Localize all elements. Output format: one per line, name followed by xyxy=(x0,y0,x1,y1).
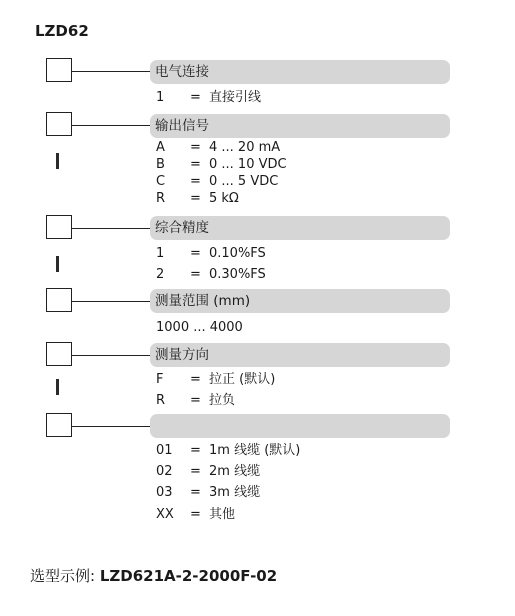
option-value: 直接引线 xyxy=(209,90,262,105)
model-title: LZD62 xyxy=(35,22,89,40)
option-code: 02 xyxy=(156,464,173,479)
option-eq: = xyxy=(190,90,201,105)
code-box-range xyxy=(46,288,72,312)
separator-bar xyxy=(56,256,59,272)
option-value: 其他 xyxy=(209,507,236,522)
code-box-electrical xyxy=(46,58,72,82)
option-value: 0.30%FS xyxy=(209,267,266,282)
option-value: 3m 线缆 xyxy=(209,485,261,500)
section-header-output: 输出信号 xyxy=(150,114,450,138)
connector-line xyxy=(72,426,152,427)
example-code: LZD621A-2-2000F-02 xyxy=(99,567,278,585)
code-box-output xyxy=(46,112,72,136)
connector-line xyxy=(72,228,152,229)
option-value: 1m 线缆 (默认) xyxy=(209,443,301,458)
section-header-electrical: 电气连接 xyxy=(150,60,450,84)
option-eq: = xyxy=(190,191,201,206)
option-code: F xyxy=(156,372,164,387)
option-code: A xyxy=(156,140,165,155)
option-eq: = xyxy=(190,485,201,500)
option-value: 拉负 xyxy=(209,393,236,408)
code-box-direction xyxy=(46,342,72,366)
option-eq: = xyxy=(190,246,201,261)
connector-line xyxy=(72,301,152,302)
separator-bar xyxy=(56,379,59,395)
section-header-direction: 测量方向 xyxy=(150,343,450,367)
example-label: 选型示例: xyxy=(30,567,96,585)
code-box-cable xyxy=(46,413,72,437)
option-value: 拉正 (默认) xyxy=(209,372,276,387)
option-value: 0 ... 5 VDC xyxy=(209,174,279,189)
option-code: R xyxy=(156,191,166,206)
option-eq: = xyxy=(190,372,201,387)
option-value: 5 kΩ xyxy=(209,191,239,206)
option-eq: = xyxy=(190,267,201,282)
option-value: 0.10%FS xyxy=(209,246,266,261)
option-code: R xyxy=(156,393,166,408)
option-eq: = xyxy=(190,464,201,479)
option-code: 2 xyxy=(156,267,165,282)
option-code: 03 xyxy=(156,485,173,500)
option-eq: = xyxy=(190,393,201,408)
section-header-cable xyxy=(150,414,450,438)
connector-line xyxy=(72,125,152,126)
option-eq: = xyxy=(190,174,201,189)
connector-line xyxy=(72,355,152,356)
option-code: 1 xyxy=(156,90,165,105)
range-value: 1000 ... 4000 xyxy=(156,320,243,335)
option-code: B xyxy=(156,157,165,172)
option-code: 01 xyxy=(156,443,173,458)
option-eq: = xyxy=(190,507,201,522)
option-value: 0 ... 10 VDC xyxy=(209,157,287,172)
option-value: 2m 线缆 xyxy=(209,464,261,479)
option-code: C xyxy=(156,174,166,189)
section-header-range: 测量范围 (mm) xyxy=(150,289,450,313)
section-header-accuracy: 综合精度 xyxy=(150,216,450,240)
option-value: 4 ... 20 mA xyxy=(209,140,281,155)
code-box-accuracy xyxy=(46,215,72,239)
option-eq: = xyxy=(190,140,201,155)
option-code: 1 xyxy=(156,246,165,261)
separator-bar xyxy=(56,153,59,169)
option-code: XX xyxy=(156,507,174,522)
connector-line xyxy=(72,71,152,72)
option-eq: = xyxy=(190,443,201,458)
option-eq: = xyxy=(190,157,201,172)
selection-example xyxy=(30,565,277,586)
